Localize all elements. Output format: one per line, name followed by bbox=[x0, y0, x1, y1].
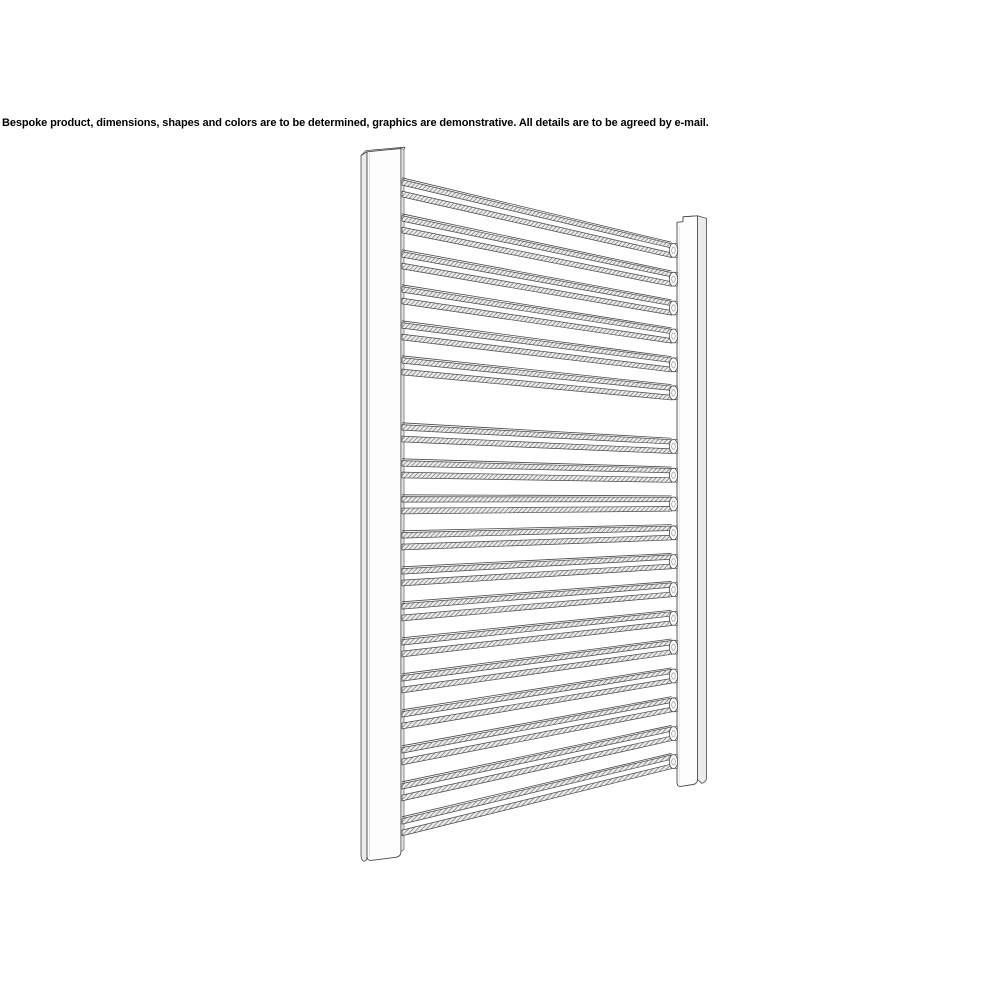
disclaimer-text: Bespoke product, dimensions, shapes and colors are to be determined, graphics are demonstrative. All details are to be agreed by e-mail. bbox=[2, 117, 709, 129]
